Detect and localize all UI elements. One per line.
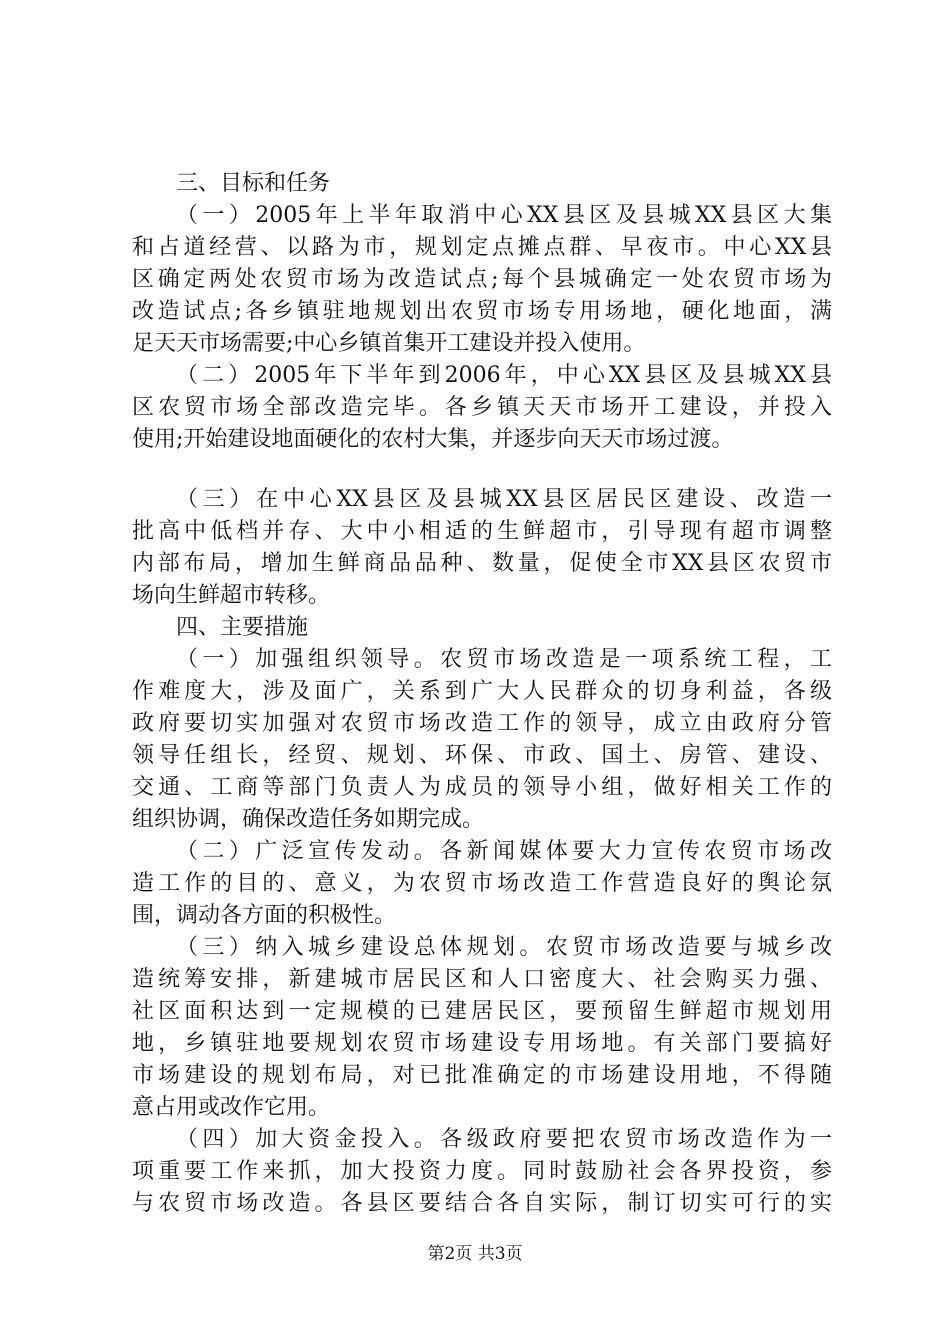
paragraph-line: 意占用或改作它用。 — [132, 1095, 331, 1120]
page-footer: 第2页 共3页 — [427, 1244, 523, 1264]
paragraph-line: 和占道经营、以路为市，规划定点摊点群、早夜市。中心XX县 — [132, 235, 832, 260]
paragraph-line: 围，调动各方面的积极性。 — [132, 903, 397, 928]
paragraph-line: 社区面积达到一定规模的已建居民区，要预留生鲜超市规划用 — [132, 999, 832, 1024]
paragraph-line: 场向生鲜超市转移。 — [132, 583, 331, 608]
paragraph-line: 市场建设的规划布局，对已批准确定的市场建设用地，不得随 — [132, 1063, 832, 1088]
paragraph-line: 内部布局，增加生鲜商品品种、数量，促使全市XX县区农贸市 — [132, 551, 832, 576]
paragraph-line: 区确定两处农贸市场为改造试点;每个县城确定一处农贸市场为 — [132, 267, 832, 292]
paragraph-line: （二）广泛宣传发动。各新闻媒体要大力宣传农贸市场改 — [176, 839, 832, 864]
paragraph-line: （一）加强组织领导。农贸市场改造是一项系统工程，工 — [176, 647, 832, 672]
paragraph-line: 批高中低档并存、大中小相适的生鲜超市，引导现有超市调整 — [132, 519, 832, 544]
paragraph-line: 足天天市场需要;中心乡镇首集开工建设并投入使用。 — [132, 331, 646, 356]
paragraph-line: （四）加大资金投入。各级政府要把农贸市场改造作为一 — [176, 1127, 832, 1152]
paragraph-gap — [132, 456, 832, 484]
paragraph-line: （一）2005年上半年取消中心XX县区及县城XX县区大集 — [176, 203, 832, 228]
paragraph-line: 政府要切实加强对农贸市场改造工作的领导，成立由政府分管 — [132, 711, 832, 736]
paragraph-line: 作难度大，涉及面广，关系到广大人民群众的切身利益，各级 — [132, 679, 832, 704]
paragraph-line: 组织协调，确保改造任务如期完成。 — [132, 807, 485, 832]
paragraph-line: （二）2005年下半年到2006年，中心XX县区及县城XX县 — [176, 363, 832, 388]
document-body — [132, 168, 832, 1220]
paragraph-line: 区农贸市场全部改造完毕。各乡镇天天市场开工建设，并投入 — [132, 395, 832, 420]
paragraph-line: 改造试点;各乡镇驻地规划出农贸市场专用场地，硬化地面，满 — [132, 299, 832, 324]
paragraph-line: （三）在中心XX县区及县城XX县区居民区建设、改造一 — [176, 487, 832, 512]
paragraph-line: 地，乡镇驻地要规划农贸市场建设专用场地。有关部门要搞好 — [132, 1031, 832, 1056]
paragraph-line: （三）纳入城乡建设总体规划。农贸市场改造要与城乡改 — [176, 935, 832, 960]
paragraph-line: 造统筹安排，新建城市居民区和人口密度大、社会购买力强、 — [132, 967, 832, 992]
paragraph-line: 使用;开始建设地面硬化的农村大集，并逐步向天天市场过渡。 — [132, 427, 734, 452]
section-heading-goals: 三、目标和任务 — [176, 171, 331, 196]
paragraph-line: 项重要工作来抓，加大投资力度。同时鼓励社会各界投资，参 — [132, 1159, 832, 1184]
paragraph-line: 与农贸市场改造。各县区要结合各自实际，制订切实可行的实 — [132, 1191, 832, 1216]
paragraph-line: 造工作的目的、意义，为农贸市场改造工作营造良好的舆论氛 — [132, 871, 832, 896]
paragraph-line: 交通、工商等部门负责人为成员的领导小组，做好相关工作的 — [132, 775, 832, 800]
section-heading-measures: 四、主要措施 — [176, 615, 309, 640]
paragraph-line: 领导任组长，经贸、规划、环保、市政、国土、房管、建设、 — [132, 743, 832, 768]
